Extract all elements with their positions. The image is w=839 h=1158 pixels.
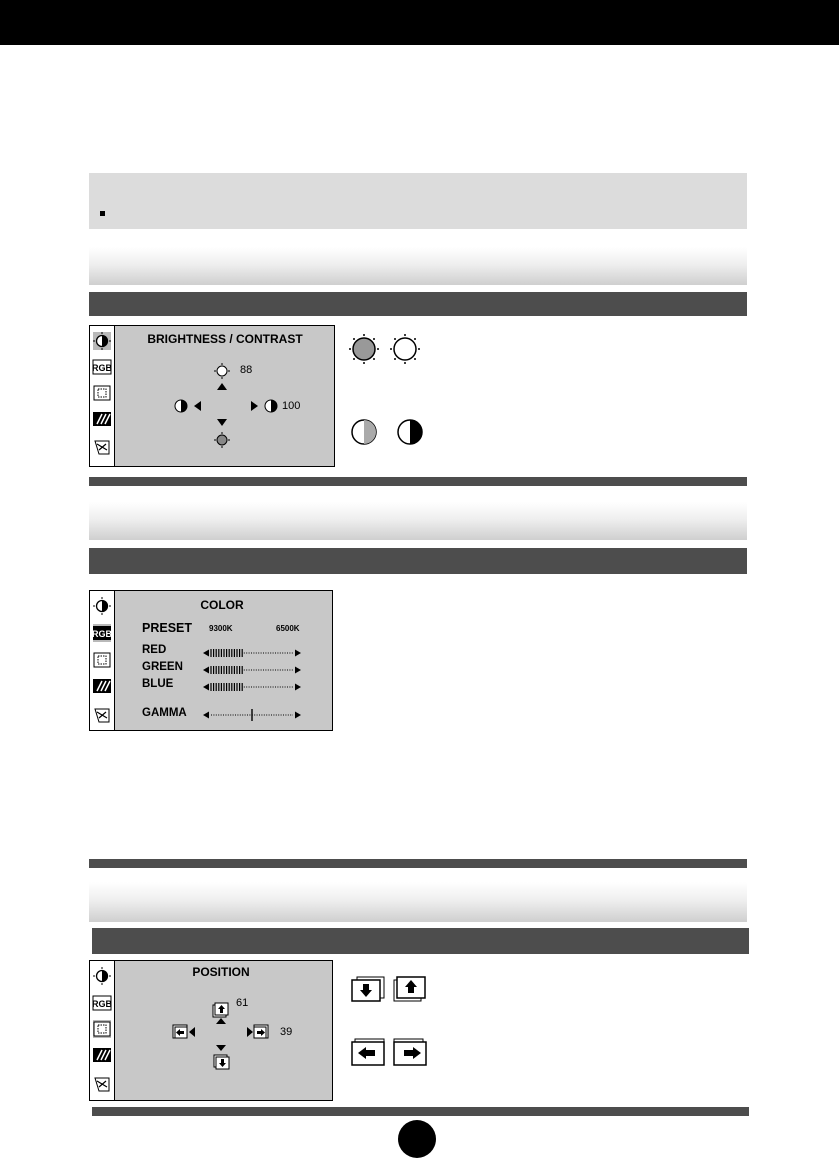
blue-label: BLUE	[142, 678, 174, 690]
move-left-icon	[172, 1024, 188, 1040]
move-down-large-icon	[351, 976, 385, 1002]
header-bar	[0, 0, 839, 45]
preset-option-9300k[interactable]: 9300K	[209, 624, 233, 633]
blue-slider[interactable]	[203, 682, 301, 692]
move-right-icon	[253, 1024, 269, 1040]
note-box	[89, 173, 747, 229]
section-band-position	[89, 882, 747, 922]
red-slider[interactable]	[203, 648, 301, 658]
osd-sidebar	[90, 326, 115, 466]
gamma-label: GAMMA	[142, 707, 187, 719]
brightness-light-icon	[388, 334, 422, 364]
brightness-icon	[214, 363, 230, 379]
rgb-color-icon[interactable]	[93, 624, 111, 642]
osd-title: COLOR	[200, 598, 244, 612]
section-divider-1	[89, 477, 747, 486]
osd-title: BRIGHTNESS / CONTRAST	[147, 332, 303, 346]
gamma-slider[interactable]	[203, 709, 301, 721]
arrow-up-icon[interactable]	[216, 1018, 226, 1025]
note-bullet	[100, 211, 105, 216]
green-slider[interactable]	[203, 665, 301, 675]
contrast-low-icon	[174, 399, 188, 413]
contrast-high-large-icon	[396, 418, 424, 446]
horizontal-position-value: 39	[280, 1026, 293, 1038]
arrow-down-icon[interactable]	[217, 419, 227, 427]
osd-brightness-contrast	[89, 325, 335, 467]
svg-text:RGB: RGB	[92, 363, 112, 373]
setup-icon[interactable]	[93, 1075, 111, 1093]
tracking-icon[interactable]	[93, 677, 111, 695]
setup-icon[interactable]	[93, 438, 111, 456]
contrast-value: 100	[282, 400, 301, 412]
section-bar-position	[92, 928, 749, 954]
section-band-brightness	[89, 247, 747, 285]
svg-text:RGB: RGB	[92, 629, 112, 639]
move-right-large-icon	[393, 1038, 429, 1066]
move-left-large-icon	[351, 1038, 387, 1066]
move-up-large-icon	[393, 976, 427, 1002]
svg-text:RGB: RGB	[92, 999, 112, 1009]
arrow-left-icon[interactable]	[189, 1027, 196, 1037]
section-divider-3	[92, 1107, 749, 1116]
contrast-high-icon	[264, 399, 278, 413]
arrow-right-icon[interactable]	[246, 1027, 253, 1037]
vertical-position-value: 61	[236, 997, 249, 1009]
osd-color	[89, 590, 333, 731]
preset-option-6500k[interactable]: 6500K	[276, 624, 300, 633]
brightness-dim-icon	[214, 432, 230, 448]
position-icon[interactable]	[93, 384, 111, 402]
move-down-icon	[213, 1054, 229, 1070]
osd-sidebar	[90, 961, 115, 1100]
arrow-right-icon[interactable]	[250, 401, 258, 411]
tracking-icon[interactable]	[93, 410, 111, 428]
brightness-dark-icon	[347, 334, 381, 364]
rgb-color-icon[interactable]	[93, 358, 111, 376]
move-up-icon	[212, 1002, 228, 1018]
position-icon[interactable]	[93, 1020, 111, 1038]
rgb-color-icon[interactable]	[93, 994, 111, 1012]
arrow-up-icon[interactable]	[217, 383, 227, 391]
brightness-value: 88	[240, 364, 253, 376]
setup-icon[interactable]	[93, 706, 111, 724]
brightness-contrast-icon[interactable]	[93, 597, 111, 615]
section-divider-2	[89, 859, 747, 868]
arrow-left-icon[interactable]	[194, 401, 202, 411]
red-label: RED	[142, 644, 167, 656]
section-band-color	[89, 502, 747, 540]
tracking-icon[interactable]	[93, 1046, 111, 1064]
green-label: GREEN	[142, 661, 183, 673]
page-number-badge	[398, 1120, 436, 1158]
section-bar-brightness	[89, 292, 747, 316]
section-bar-color	[89, 548, 747, 574]
osd-position	[89, 960, 333, 1101]
contrast-low-large-icon	[350, 418, 378, 446]
osd-title: POSITION	[192, 965, 250, 979]
preset-label: PRESET	[142, 621, 193, 635]
arrow-down-icon[interactable]	[216, 1045, 226, 1052]
position-icon[interactable]	[93, 651, 111, 669]
brightness-contrast-icon[interactable]	[93, 967, 111, 985]
brightness-contrast-icon[interactable]	[93, 332, 111, 350]
osd-sidebar	[90, 591, 115, 730]
